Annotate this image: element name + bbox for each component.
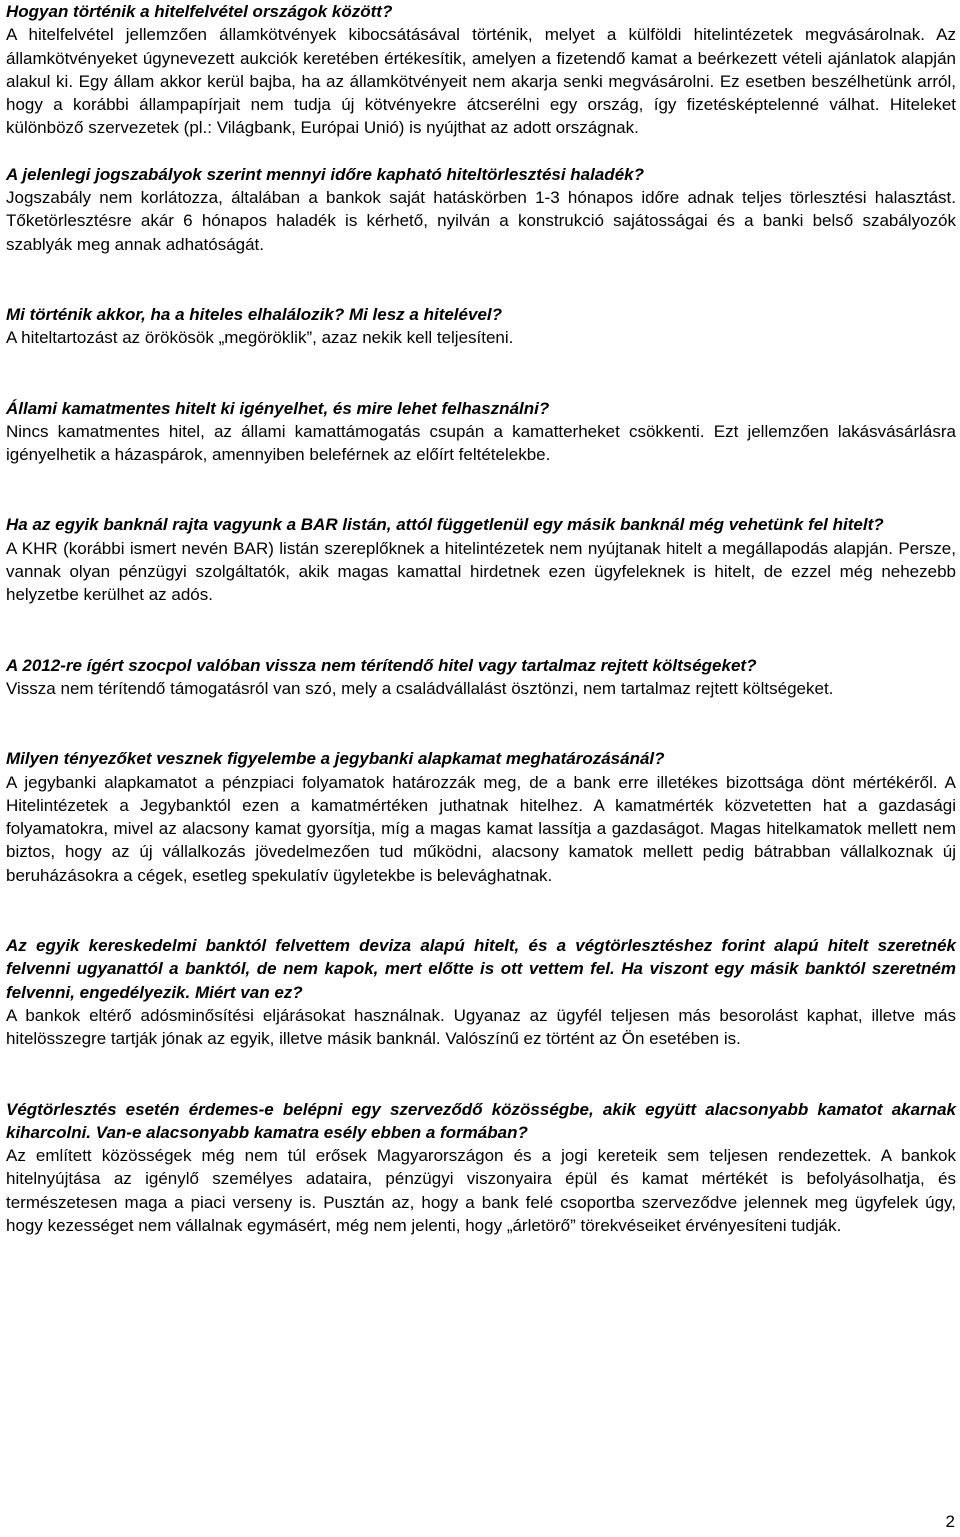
answer-paragraph: A hitelfelvétel jellemzően államkötvények kibocsátásával történik, melyet a külföldi hitelintézetek megvásárolnak. Az államkötvényeket úgynevezett aukciók keretében értékesítik, amelyen a fizetendő kamat a beérkezett vételi ajánlatok alapján alakul ki. Egy állam akkor kerül bajba, ha az államkötvényeit nem akarja senki megvásárolni. Ez esetben beszélhetünk arról, hogy a korábbi állampapírjait nem tudja új kötvényekre átcserélni egy ország, így fizetésképtelenné válhat. Hiteleket különböző szervezetek (pl.: Világbank, Európai Unió) is nyújthat az adott országnak. bbox=[6, 25, 956, 138]
answer-paragraph: A bankok eltérő adósminősítési eljárásokat használnak. Ugyanaz az ügyfél teljesen más besorolást kaphat, illetve más hitelösszegre tartják jónak az egyik, illetve másik banknál. Valószínű ez történt az Ön esetében is. bbox=[6, 1005, 956, 1049]
answer-paragraph: Nincs kamatmentes hitel, az állami kamattámogatás csupán a kamatterheket csökkenti. Ezt jellemzően lakásvásárlásra igényelhetik a házaspárok, amennyiben beleférnek az előírt feltételekbe. bbox=[6, 421, 956, 465]
answer-paragraph: Az említett közösségek még nem túl erősek Magyarországon és a jogi kereteik sem teljesen rendezettek. A bankok hitelnyújtása az igénylő személyes adataira, pénzügyi viszonyaira épül és kamat mértékét is befolyásolhatja, és természetesen maga a piaci verseny is. Pusztán az, hogy a bank felé csoportba szerveződve jelennek meg ügyfelek úgy, hogy kezességet nem vállalnak egymásért, még nem jelenti, hogy „árletörő” törekvéseiket érvényesíteni tudják. bbox=[6, 1146, 956, 1235]
qa-section-9 bbox=[6, 1098, 956, 1238]
answer-paragraph: A hiteltartozást az örökösök „megöröklik”, azaz nekik kell teljesíteni. bbox=[6, 328, 514, 348]
qa-section-6 bbox=[6, 654, 956, 701]
document-page bbox=[6, 0, 956, 1237]
page-number: 2 bbox=[945, 1512, 955, 1531]
question-heading: A jelenlegi jogszabályok szerint mennyi időre kapható hiteltörlesztési haladék? bbox=[6, 164, 644, 184]
question-heading: Milyen tényezőket vesznek figyelembe a jegybanki alapkamat meghatározásánál? bbox=[6, 749, 665, 769]
answer-paragraph: A KHR (korábbi ismert nevén BAR) listán szereplőknek a hitelintézetek nem nyújtanak hitelt a megállapodás alapján. Persze, vannak olyan pénzügyi szolgáltatók, akik magas kamattal hirdetnek ezen ügyfeleknek is hitelt, de ezzel még nehezebb helyzetbe kerülhet az adós. bbox=[6, 538, 956, 605]
answer-paragraph: Vissza nem térítendő támogatásról van szó, mely a családvállalást ösztönzi, nem tartalmaz rejtett költségeket. bbox=[6, 678, 834, 698]
question-heading: Hogyan történik a hitelfelvétel országok között? bbox=[6, 2, 393, 21]
question-heading: Ha az egyik banknál rajta vagyunk a BAR listán, attól függetlenül egy másik banknál még vehetünk fel hitelt? bbox=[6, 515, 884, 535]
question-heading: A 2012-re ígért szocpol valóban vissza nem térítendő hitel vagy tartalmaz rejtett költségeket? bbox=[6, 655, 757, 675]
question-heading: Mi történik akkor, ha a hiteles elhalálozik? Mi lesz a hitelével? bbox=[6, 304, 503, 324]
qa-section-7 bbox=[6, 747, 956, 887]
qa-section-3 bbox=[6, 303, 956, 350]
qa-section-2 bbox=[6, 163, 956, 256]
answer-paragraph: Jogszabály nem korlátozza, általában a bankok saját hatáskörben 1-3 hónapos időre adnak teljes törlesztési halasztást. Tőketörlesztésre akár 6 hónapos haladék is kérhető, nyilván a konstrukció sajátosságai és a banki belső szabályozók szablyák meg annak adhatóságát. bbox=[6, 188, 956, 254]
question-heading: Állami kamatmentes hitelt ki igényelhet, és mire lehet felhasználni? bbox=[6, 398, 550, 418]
question-heading: Az egyik kereskedelmi banktól felvettem deviza alapú hitelt, és a végtörlesztéshez forint alapú hitelt szeretnék felvenni ugyanattól a banktól, de nem kapok, mert előtte is ott vettem fel. Ha viszont egy másik banktól szeretném felvenni, engedélyezik. Miért van ez? bbox=[6, 936, 956, 1002]
question-heading: Végtörlesztés esetén érdemes-e belépni egy szerveződő közösségbe, akik együtt alacsonyabb kamatot akarnak kiharcolni. Van-e alacsonyabb kamatra esély ebben a formában? bbox=[6, 1099, 956, 1142]
qa-section-8 bbox=[6, 934, 956, 1050]
qa-section-1 bbox=[6, 0, 956, 140]
qa-section-4 bbox=[6, 397, 956, 467]
answer-paragraph: A jegybanki alapkamatot a pénzpiaci folyamatok határozzák meg, de a bank erre illetékes bizottsága dönt mértékéről. A Hitelintézetek a Jegybanktól ezen a kamatmértéken juthatnak hitelhez. A kamatmérték közvetetten hat a gazdasági folyamatokra, mivel az alacsony kamat gyorsítja, míg a magas kamat lassítja a gazdaságot. Magas hitelkamatok mellett nem biztos, hogy az új vállalkozás jövedelmezően tud működni, alacsony kamatok mellett pedig bátrabban vállalkoznak új beruházásokra a cégek, esetleg spekulatív ügyletekbe is belevághatnak. bbox=[6, 772, 956, 885]
qa-section-5 bbox=[6, 513, 956, 606]
